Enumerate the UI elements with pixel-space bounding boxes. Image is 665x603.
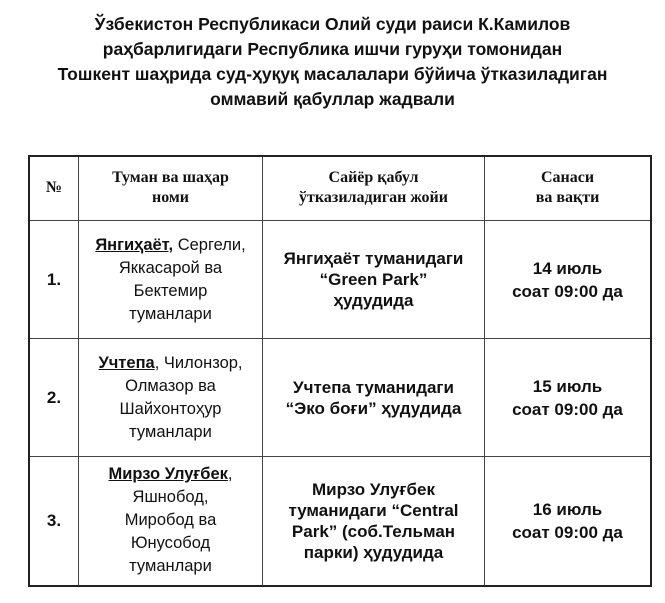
row-number: 1. — [29, 220, 79, 339]
title-line: Тошкент шаҳрида суд-ҳуқуқ масалалари бўйича ўтказиладиган — [57, 64, 608, 84]
header-number: № — [29, 156, 79, 220]
district-cell: Мирзо Улуғбек, Яшнобод, Миробод ва Юнусобод туманлари — [79, 456, 263, 586]
header-date: Санаси ва вақти — [485, 156, 652, 220]
date-cell: 16 июль соат 09:00 да — [485, 456, 652, 586]
table-row — [29, 220, 651, 339]
row-number: 2. — [29, 339, 79, 457]
district-main: Учтепа — [98, 353, 155, 372]
place-cell: Мирзо Улуғбек туманидаги “Central Park” (соб.Тельман парки) ҳудудида — [263, 456, 485, 586]
district-main: Мирзо Улуғбек — [108, 465, 228, 484]
schedule-table — [28, 155, 652, 587]
header-district: Туман ва шаҳар номи — [79, 156, 263, 220]
table-row — [29, 339, 651, 457]
district-main: Янгиҳаёт, — [95, 235, 174, 254]
document-title — [0, 12, 665, 112]
header-place: Сайёр қабул ўтказиладиган жойи — [263, 156, 485, 220]
district-cell: Янгиҳаёт, Сергели, Яккасарой ва Бектемир туманлари — [79, 220, 263, 339]
date-cell: 15 июль соат 09:00 да — [485, 339, 652, 457]
place-cell: Учтепа туманидаги “Эко боғи” ҳудудида — [263, 339, 485, 457]
table-header-row — [29, 156, 651, 220]
row-number: 3. — [29, 456, 79, 586]
place-cell: Янгиҳаёт туманидаги “Green Park” ҳудудида — [263, 220, 485, 339]
table-row — [29, 456, 651, 586]
date-cell: 14 июль соат 09:00 да — [485, 220, 652, 339]
district-cell: Учтепа, Чилонзор, Олмазор ва Шайхонтоҳур туманлари — [79, 339, 263, 457]
title-line: Ўзбекистон Республикаси Олий суди раиси К.Камилов — [94, 14, 571, 34]
title-line: оммавий қабуллар жадвали — [210, 89, 455, 109]
title-line: раҳбарлигидаги Республика ишчи гуруҳи томонидан — [102, 39, 563, 59]
